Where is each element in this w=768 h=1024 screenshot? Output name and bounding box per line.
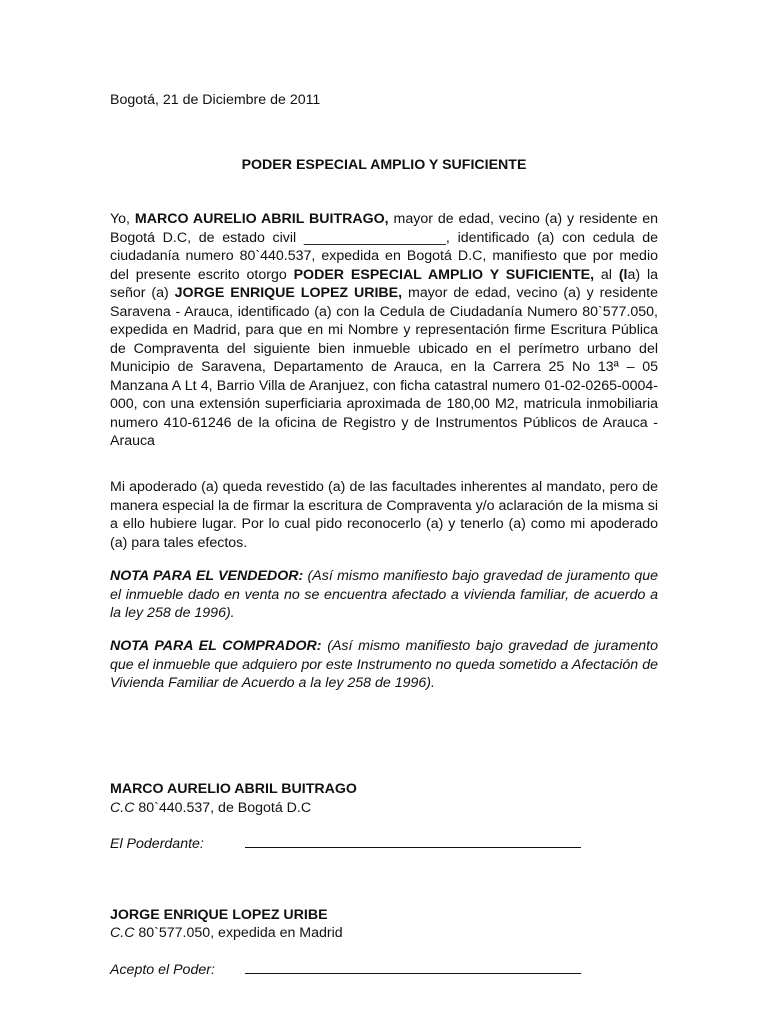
- grantee-signature-label: Acepto el Poder:: [110, 962, 215, 978]
- note-buyer-text: (Así mismo manifiesto bajo gravedad de juramento que el inmueble que adquiero por este Instrumento no queda sometido a Afectación de Vivienda Familiar de Acuerdo a la ley 258 de 1996).: [110, 638, 658, 691]
- text-run: Yo,: [110, 211, 135, 227]
- grantor-id: [110, 798, 311, 818]
- grantor-signature-line: [110, 833, 581, 854]
- text-run: mayor de edad, vecino (a) y residente en Bogotá D.C, de estado civil __________________, identificado (a) con cedula de ciudadanía numero 80`440.537, expedida en Bogotá D.C, manifiesto que por medio del presente escrito otorgo: [110, 211, 659, 283]
- text-run: al: [594, 266, 619, 283]
- document-title: PODER ESPECIAL AMPLIO Y SUFICIENTE: [241, 157, 527, 173]
- signature-underline: [245, 959, 581, 974]
- paragraph-note-seller: [110, 567, 658, 623]
- text-run-bold: (l: [618, 266, 628, 283]
- note-buyer-label: NOTA PARA EL COMPRADOR:: [110, 638, 322, 654]
- grantee-signature-line: [110, 959, 581, 980]
- id-prefix: C.C: [110, 800, 135, 816]
- paragraph-note-buyer: [110, 637, 658, 693]
- id-prefix: C.C: [110, 925, 135, 941]
- grantee-id: [110, 923, 343, 943]
- note-seller-text: (Así mismo manifiesto bajo gravedad de juramento que el inmueble dado en venta no se encuentra afectado a vivienda familiar, de acuerdo a la ley 258 de 1996).: [110, 568, 659, 621]
- paragraph-grant: [110, 210, 658, 451]
- signature-underline: [245, 833, 581, 848]
- text-run: mayor de edad, vecino (a) y residente Saravena - Arauca, identificado (a) con la Cedula de Ciudadanía Numero 80`577.050, expedida en Madrid, para que en mi Nombre y representación firme Escritura Pública de Compraventa del siguiente bien inmueble ubicado en el perímetro urbano del Municipio de Saravena, Departamento de Arauca, en la Carrera 25 No 13ª – 05 Manzana A Lt 4, Barrio Villa de Aranjuez, con ficha catastral numero 01-02-0265-0004-000, con una extensión superficiaria aproximada de 180,00 M2, matricula inmobiliaria numero 410-61246 de la oficina de Registro y de Instrumentos Públicos de Arauca - Arauca: [110, 285, 658, 449]
- grantee-name: JORGE ENRIQUE LOPEZ URIBE,: [174, 285, 403, 301]
- id-text: 80`577.050, expedida en Madrid: [134, 925, 343, 941]
- grantee-signature-name: JORGE ENRIQUE LOPEZ URIBE: [110, 907, 328, 923]
- grantor-signature-label: El Poderdante:: [110, 836, 204, 852]
- power-title: PODER ESPECIAL AMPLIO Y SUFICIENTE,: [293, 266, 595, 283]
- grantor-signature-name: MARCO AURELIO ABRIL BUITRAGO: [110, 781, 357, 797]
- id-text: 80`440.537, de Bogotá D.C: [134, 800, 312, 816]
- grantor-name: MARCO AURELIO ABRIL BUITRAGO,: [134, 211, 389, 227]
- paragraph-attorney: Mi apoderado (a) queda revestido (a) de las facultades inherentes al mandato, pero de manera especial la de firmar la escritura de Compraventa y/o aclaración de la misma si a ello hubiere lugar. Por lo cual pido reconocerlo (a) y tenerlo (a) como mi apoderado (a) para tales efectos.: [110, 479, 658, 551]
- text-run: a) la señor (a): [110, 266, 658, 301]
- document-date: Bogotá, 21 de Diciembre de 2011: [110, 92, 321, 108]
- note-seller-label: NOTA PARA EL VENDEDOR:: [110, 568, 304, 584]
